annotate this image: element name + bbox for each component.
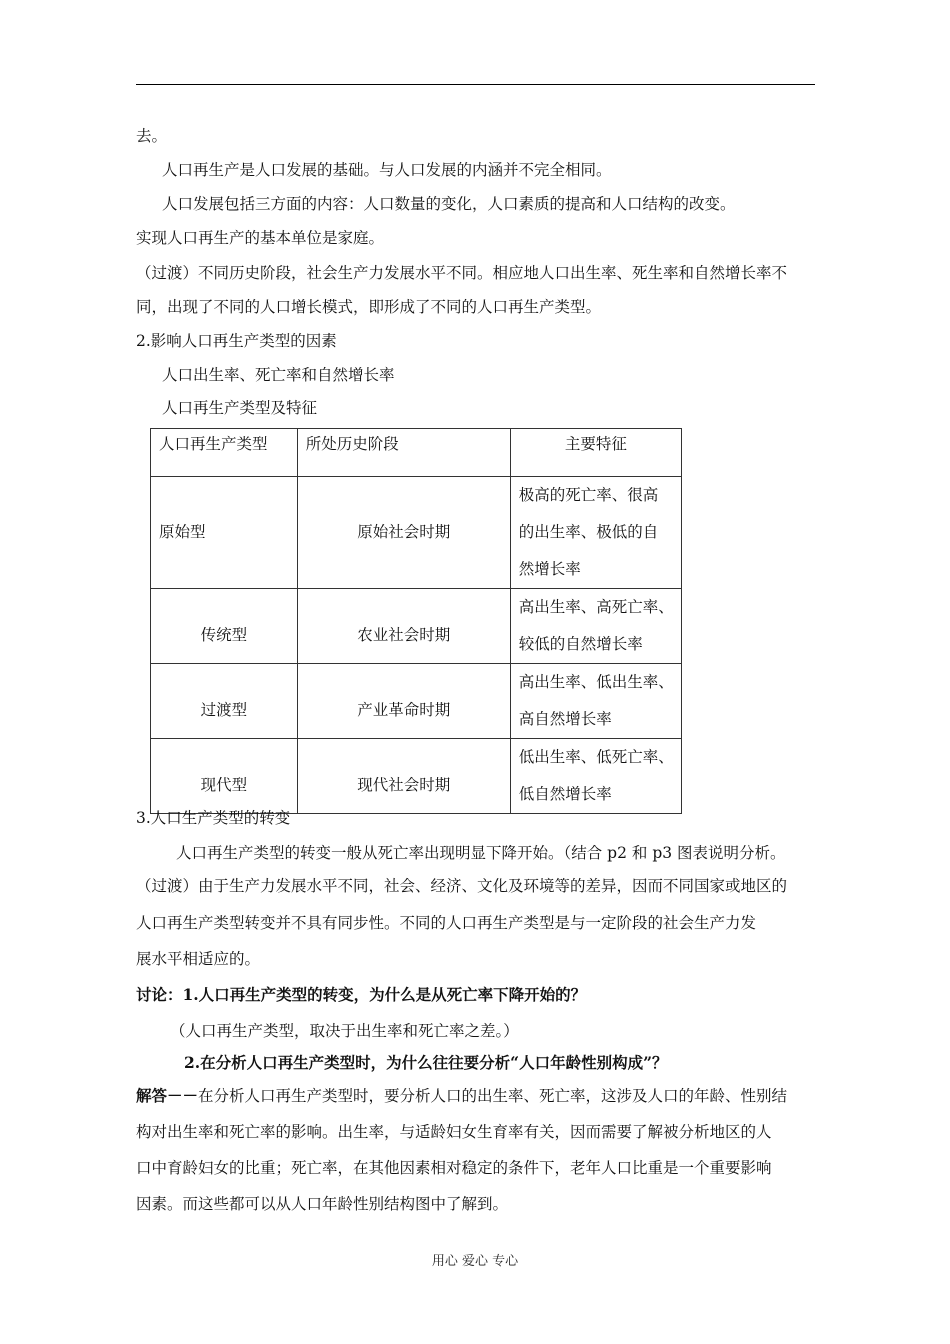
table-header-cell: 人口再生产类型: [151, 429, 298, 477]
table-header-row: [151, 429, 682, 477]
table-cell-features: [510, 739, 681, 814]
feature-line: 高出生率、高死亡率、: [518, 598, 674, 616]
table-row: [151, 589, 682, 664]
feature-line: 然增长率: [518, 560, 581, 578]
table-cell-stage: 农业社会时期: [297, 589, 510, 664]
section-heading: 3.人口生产类型的转变: [136, 809, 291, 827]
answer-line: [136, 1086, 787, 1106]
table-cell-stage: 原始社会时期: [297, 477, 510, 589]
table-cell-features: [510, 589, 681, 664]
feature-line: 高自然增长率: [518, 710, 612, 728]
table-cell-stage: 现代社会时期: [297, 739, 510, 814]
feature-line: 低自然增长率: [518, 785, 612, 803]
feature-line: 极高的死亡率、很高: [518, 486, 659, 504]
text-line: 同，出现了不同的人口增长模式，即形成了不同的人口再生产类型。: [136, 298, 602, 316]
discussion-question: 2.在分析人口再生产类型时，为什么往往要分析“人口年龄性别构成”？: [184, 1053, 668, 1072]
text-line: （过渡）不同历史阶段，社会生产力发展水平不同。相应地人口出生率、死生率和自然增长率不: [136, 264, 788, 282]
text-line: 实现人口再生产的基本单位是家庭。: [136, 229, 385, 247]
text-line: （人口再生产类型，取决于出生率和死亡率之差。）: [170, 1022, 519, 1040]
table-header-cell: 主要特征: [510, 429, 681, 477]
page-footer: 用心 爱心 专心: [431, 1254, 519, 1269]
feature-line: 较低的自然增长率: [518, 635, 643, 653]
section-heading: 2.影响人口再生产类型的因素: [136, 332, 337, 350]
feature-line: 的出生率、极低的自: [518, 523, 659, 541]
text-line: 人口再生产类型转变并不具有同步性。不同的人口再生产类型是与一定阶段的社会生产力发: [136, 914, 757, 932]
text-line: 人口发展包括三方面的内容：人口数量的变化，人口素质的提高和人口结构的改变。: [162, 195, 736, 213]
table-row: [151, 664, 682, 739]
table-cell-features: [510, 664, 681, 739]
discussion-question: 讨论：1.人口再生产类型的转变，为什么是从死亡率下降开始的？: [136, 985, 587, 1004]
text-line: 人口再生产是人口发展的基础。与人口发展的内涵并不完全相同。: [162, 161, 612, 179]
answer-text: 在分析人口再生产类型时，要分析人口的出生率、死亡率，这涉及人口的年龄、性别结: [198, 1087, 788, 1105]
table-cell-type: 过渡型: [151, 664, 298, 739]
table-cell-type: 传统型: [151, 589, 298, 664]
text-line: 去。: [136, 127, 168, 145]
text-line: 构对出生率和死亡率的影响。出生率，与适龄妇女生育率有关，因而需要了解被分析地区的人: [136, 1123, 772, 1141]
header-rule: [136, 84, 815, 85]
table-cell-type: 现代型: [151, 739, 298, 814]
text-line: 人口出生率、死亡率和自然增长率: [162, 366, 395, 384]
answer-label: 解答－－: [136, 1086, 199, 1105]
table-cell-type: 原始型: [151, 477, 298, 589]
text-line: 展水平相适应的。: [136, 950, 261, 968]
reproduction-types-table: [150, 428, 682, 814]
text-line: 因素。而这些都可以从人口年龄性别结构图中了解到。: [136, 1195, 509, 1213]
feature-line: 高出生率、低出生率、: [518, 673, 674, 691]
text-line: 口中育龄妇女的比重；死亡率，在其他因素相对稳定的条件下，老年人口比重是一个重要影响: [136, 1159, 772, 1177]
text-line: 人口再生产类型的转变一般从死亡率出现明显下降开始。（结合 p2 和 p3 图表说明分析。: [176, 844, 786, 862]
table-cell-features: [510, 477, 681, 589]
table-cell-stage: 产业革命时期: [297, 664, 510, 739]
text-line: （过渡）由于生产力发展水平不同，社会、经济、文化及环境等的差异，因而不同国家或地区的: [136, 877, 788, 895]
table-header-cell: 所处历史阶段: [297, 429, 510, 477]
table-row: [151, 477, 682, 589]
table-row: [151, 739, 682, 814]
feature-line: 低出生率、低死亡率、: [518, 748, 674, 766]
table-caption: 人口再生产类型及特征: [162, 399, 318, 417]
